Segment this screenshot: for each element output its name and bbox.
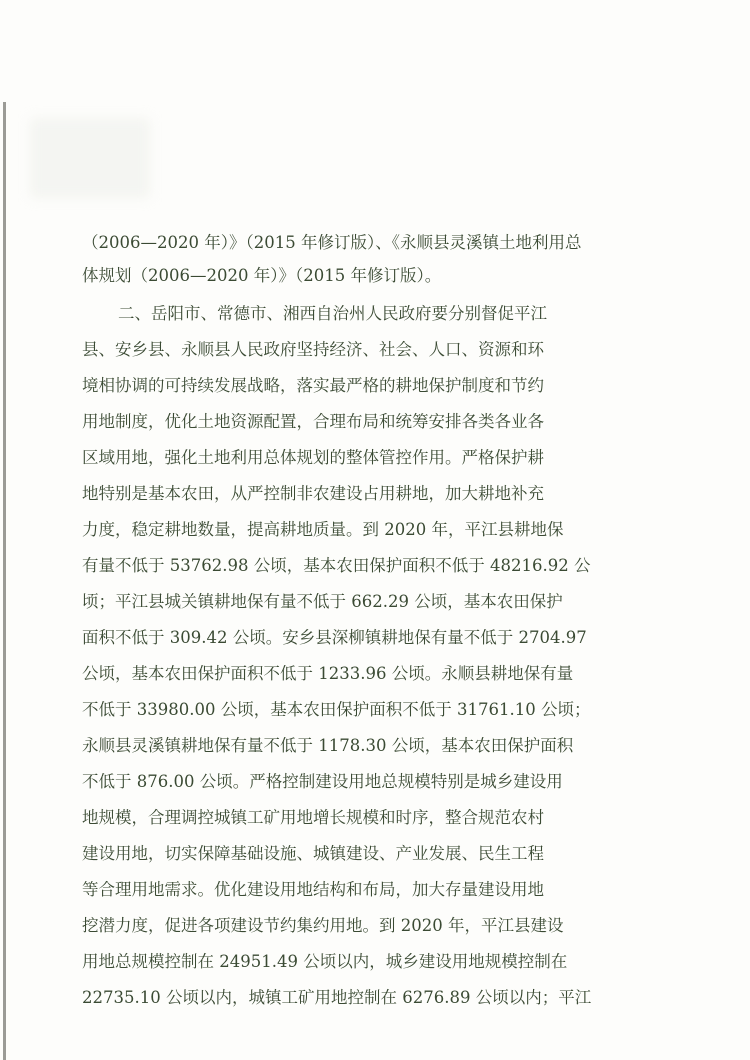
- text-line-content: 永顺县灵溪镇耕地保有量不低于 1178.30 公顷，基本农田保护面积: [82, 736, 574, 755]
- text-line: [0, 513, 750, 547]
- text-line: [0, 621, 750, 655]
- text-line-content: （2006—2020 年）》（2015 年修订版）、《永顺县灵溪镇土地利用总: [82, 233, 582, 252]
- text-line: [0, 477, 750, 511]
- text-line-content: 有量不低于 53762.98 公顷，基本农田保护面积不低于 48216.92 公: [82, 556, 591, 575]
- text-line: [0, 729, 750, 763]
- text-line-content: 用地总规模控制在 24951.49 公顷以内，城乡建设用地规模控制在: [82, 952, 568, 971]
- text-line-content: 区域用地，强化土地利用总体规划的整体管控作用。严格保护耕: [82, 448, 544, 467]
- text-line-content: 县、安乡县、永顺县人民政府坚持经济、社会、人口、资源和环: [82, 340, 544, 359]
- text-line-content: 力度，稳定耕地数量，提高耕地质量。到 2020 年，平江县耕地保: [82, 520, 564, 539]
- text-line: [0, 909, 750, 943]
- text-line: [0, 873, 750, 907]
- text-line-content: 等合理用地需求。优化建设用地结构和布局，加大存量建设用地: [82, 880, 544, 899]
- text-line: [0, 765, 750, 799]
- text-line-content: 不低于 876.00 公顷。严格控制建设用地总规模特别是城乡建设用: [82, 772, 563, 791]
- text-line: [0, 333, 750, 367]
- text-line: [0, 981, 750, 1015]
- text-line-content: 建设用地，切实保障基础设施、城镇建设、产业发展、民生工程: [82, 844, 544, 863]
- text-line: [0, 369, 750, 403]
- text-line-content: 境相协调的可持续发展战略，落实最严格的耕地保护制度和节约: [82, 376, 544, 395]
- text-line: [0, 801, 750, 835]
- text-line-content: 地规模，合理调控城镇工矿用地增长规模和时序，整合规范农村: [82, 808, 544, 827]
- text-line-content: 不低于 33980.00 公顷，基本农田保护面积不低于 31761.10 公顷；: [82, 700, 591, 719]
- text-line: [0, 945, 750, 979]
- text-line: [0, 226, 750, 260]
- text-line: [0, 693, 750, 727]
- text-line-content: 地特别是基本农田，从严控制非农建设占用耕地，加大耕地补充: [82, 484, 544, 503]
- text-line-content: 挖潜力度，促进各项建设节约集约用地。到 2020 年，平江县建设: [82, 916, 564, 935]
- text-line: [0, 657, 750, 691]
- text-line: [0, 549, 750, 583]
- text-line-content: 体规划（2006—2020 年）》（2015 年修订版）。: [82, 266, 442, 285]
- text-line-content: 22735.10 公顷以内，城镇工矿用地控制在 6276.89 公顷以内；平江: [82, 988, 592, 1007]
- text-line: [0, 297, 750, 331]
- text-line: [0, 585, 750, 619]
- text-line-content: 面积不低于 309.42 公顷。安乡县深柳镇耕地保有量不低于 2704.97: [82, 628, 587, 647]
- text-line-content: 二、岳阳市、常德市、湘西自治州人民政府要分别督促平江: [118, 304, 547, 323]
- text-line-content: 公顷，基本农田保护面积不低于 1233.96 公顷。永顺县耕地保有量: [82, 664, 574, 683]
- text-line: [0, 259, 750, 293]
- text-line: [0, 405, 750, 439]
- text-line: [0, 837, 750, 871]
- text-line: [0, 441, 750, 475]
- text-line-content: 顷；平江县城关镇耕地保有量不低于 662.29 公顷，基本农田保护: [82, 592, 563, 611]
- text-line-content: 用地制度，优化土地资源配置，合理布局和统筹安排各类各业各: [82, 412, 544, 431]
